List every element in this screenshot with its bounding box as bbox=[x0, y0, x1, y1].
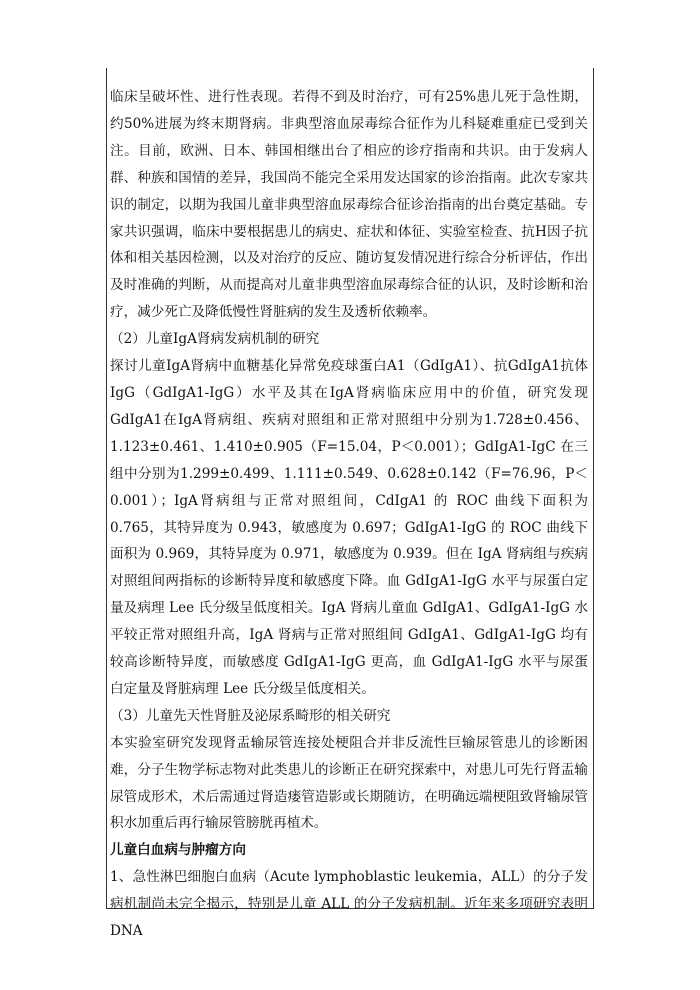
paragraph-all-mechanism: 1、急性淋巴细胞白血病（Acute lymphoblastic leukemia，ALL）的分子发病机制尚未完全揭示，特别是儿童 ALL 的分子发病机制。近年来多项研究表明 DNA bbox=[110, 869, 588, 940]
paragraph-iga-study: 探讨儿童IgA肾病中血糖基化异常免疫球蛋白A1（GdIgA1）、抗GdIgA1抗体IgG（GdIgA1-IgG）水平及其在IgA肾病临床应用中的价值，研究发现 GdIgA1在IgA肾病组、疾病对照组和正常对照组中分别为1.728±0.456、1.123±0.461、1.410±0.905（F=15.04，P＜0.001）；GdIgA1-IgC 在三组中分别为1.299±0.499、1.111±0.549、0.628±0.142（F=76.96，P＜0.001）；IgA肾病组与正常对照组间，CdIgA1 的 ROC 曲线下面积为 0.765，其特异度为 0.943，敏感度为 0.697；GdIgA1-IgG 的 ROC 曲线下面积为 0.969，其特异度为 0.971，敏感度为 0.939。但在 IgA 肾病组与疾病对照组间两指标的诊断特异度和敏感度下降。血 GdIgA1-IgG 水平与尿蛋白定量及病理 Lee 氏分级呈低度相关。IgA 肾病儿童血 GdIgA1、GdIgA1-IgG 水平较正常对照组升高，IgA 肾病与正常对照组间 GdIgA1、GdIgA1-IgG 均有较高诊断特异度，而敏感度 GdIgA1-IgG 更高，血 GdIgA1-IgG 水平与尿蛋白定量及肾脏病理 Lee 氏分级呈低度相关。 bbox=[110, 358, 588, 697]
section-heading-leukemia: 儿童白血病与肿瘤方向 bbox=[110, 842, 246, 859]
heading-cakut: （3）儿童先天性肾脏及泌尿系畸形的相关研究 bbox=[110, 707, 391, 724]
heading-iga-nephropathy: （2）儿童IgA肾病发病机制的研究 bbox=[110, 331, 320, 348]
paragraph-ahus-consensus: 临床呈破坏性、进行性表现。若得不到及时治疗，可有25%患儿死于急性期，约50%进展为终末期肾病。非典型溶血尿毒综合征作为儿科疑难重症已受到关注。目前，欧洲、日本、韩国相继出台了相应的诊疗指南和共识。由于发病人群、种族和国情的差异，我国尚不能完全采用发达国家的诊治指南。此次专家共识的制定，以期为我国儿童非典型溶血尿毒综合征诊治指南的出台奠定基础。专家共识强调，临床中要根据患儿的病史、症状和体征、实验室检查、抗H因子抗体和相关基因检测，以及对治疗的反应、随访复发情况进行综合分析评估，作出及时准确的判断，从而提高对儿童非典型溶血尿毒综合征的认识，及时诊断和治疗，减少死亡及降低慢性肾脏病的发生及透析依赖率。 bbox=[110, 89, 588, 321]
paragraph-cakut-study: 本实验室研究发现肾盂输尿管连接处梗阻合并非反流性巨输尿管患儿的诊断困难，分子生物学标志物对此类患儿的诊断正在研究探索中，对患儿可先行肾盂输尿管成形术，术后需通过肾造瘘管造影或长期随访，在明确远端梗阻致肾输尿管积水加重后再行输尿管膀胱再植术。 bbox=[110, 734, 588, 832]
document-body bbox=[110, 84, 588, 945]
